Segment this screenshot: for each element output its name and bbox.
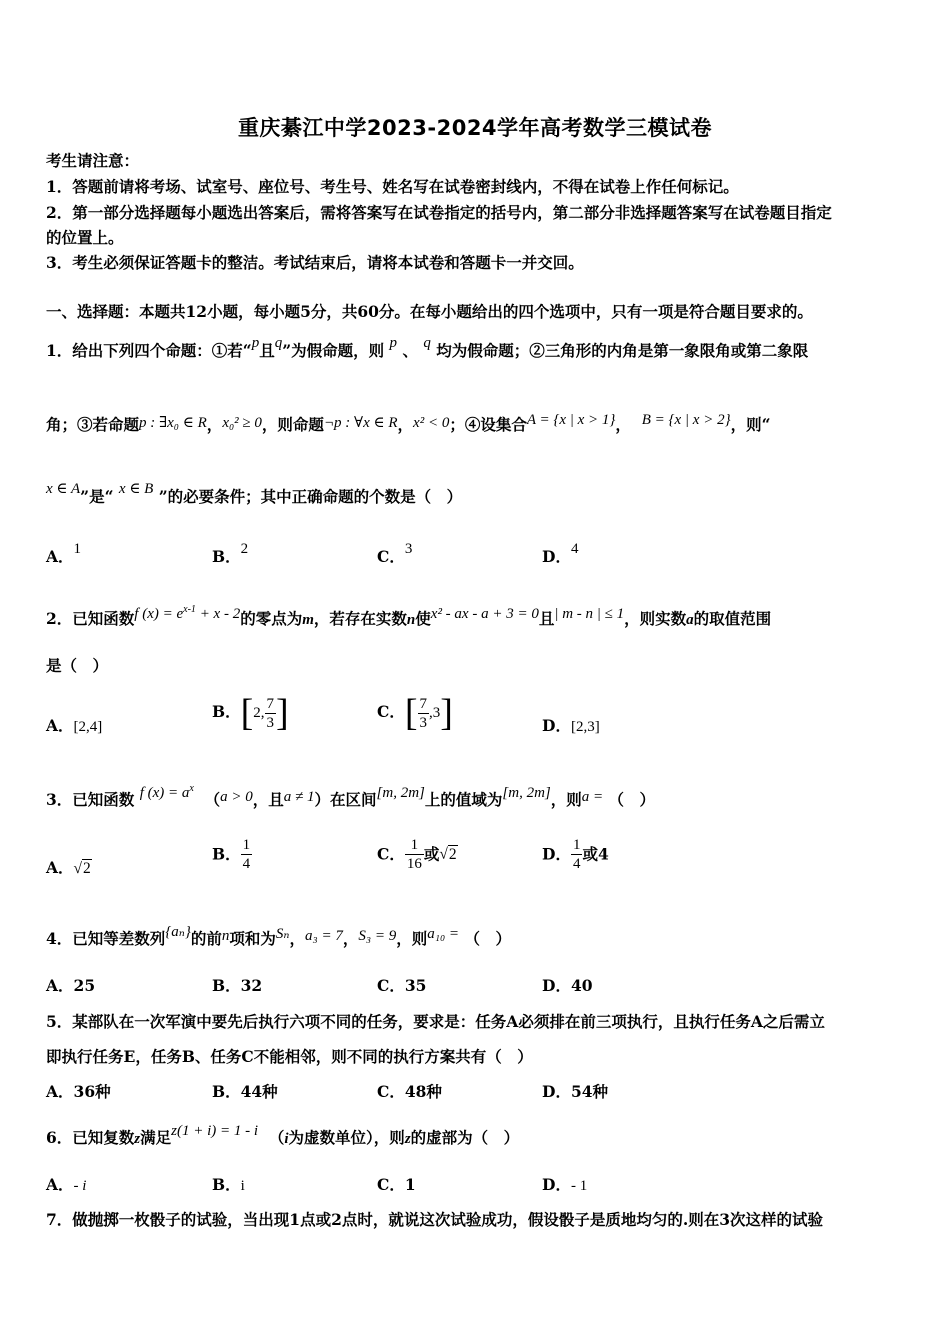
q6-line1: 6．已知复数z满足z(1 + i) = 1 - i （i为虚数单位），则z的虚部为（ ）	[46, 1123, 520, 1147]
q3-option-d[interactable]: D． $\frac{1}{4}$ 或4	[542, 837, 609, 872]
page-title: 重庆綦江中学2023-2024学年高考数学三模试卷	[237, 116, 713, 140]
q6-option-b[interactable]: B．i	[212, 1175, 245, 1194]
q5-line1: 5．某部队在一次军演中要先后执行六项不同的任务，要求是：任务A必须排在前三项执行，且执行任务A之后需立	[46, 1012, 825, 1031]
q2-line1: 2．已知函数f $(x) = e^{x-1} + x - 2$的零点为m，若存在实数n使x² - ax - a + 3 = 0且| m - n | ≤ 1，则实数a的取值范围	[46, 604, 772, 628]
q5-line2: 即执行任务E，任务B、任务C不能相邻，则不同的执行方案共有（ ）	[46, 1047, 533, 1066]
notice-item-3: 3．考生必须保证答题卡的整洁。考试结束后，请将本试卷和答题卡一并交回。	[46, 253, 584, 272]
q1-line3: x ∈ A”是“ x ∈ B ”的必要条件；其中正确命题的个数是（ ）	[46, 481, 463, 506]
q4-option-d[interactable]: D．40	[542, 976, 593, 995]
q1-option-b[interactable]: B．2	[212, 541, 249, 566]
q2-option-d[interactable]: D．[2,3]	[542, 716, 600, 735]
q6-option-c[interactable]: C．1	[377, 1175, 416, 1194]
q3-option-b[interactable]: B． $\frac{1}{4}$	[212, 837, 251, 872]
q5-option-a[interactable]: A．36种	[46, 1082, 111, 1101]
q1-line2: 角；③若命题p : ∃x₀ ∈ R，x₀² ≥ 0，则命题¬p : ∀x ∈ R，x² < 0；④设集合A = {x | x > 1}， B = {x | x > 2}，则“	[46, 412, 771, 434]
q5-option-b[interactable]: B．44种	[212, 1082, 278, 1101]
section-heading: 一、选择题：本题共12小题，每小题5分，共60分。在每小题给出的四个选项中，只有一项是符合题目要求的。	[46, 302, 813, 321]
q3-option-a[interactable]: A．√2	[46, 858, 91, 877]
q1-line1: 1．给出下列四个命题：①若“p且q”为假命题，则 p 、 q 均为假命题；②三角形的内角是第一象限角或第二象限	[46, 335, 809, 360]
q5-option-c[interactable]: C．48种	[377, 1082, 442, 1101]
q1-option-d[interactable]: D．4	[542, 541, 579, 566]
q5-option-d[interactable]: D．54种	[542, 1082, 609, 1101]
q4-line1: 4．已知等差数列{aₙ}的前n项和为Sₙ，a₃ = 7，S₃ = 9，则a₁₀ = （ ）	[46, 924, 511, 948]
q4-option-a[interactable]: A．25	[46, 976, 96, 995]
notice-item-1: 1．答题前请将考场、试室号、座位号、考生号、姓名写在试卷密封线内，不得在试卷上作任何标记。	[46, 177, 739, 196]
q2-option-a[interactable]: A．[2,4]	[46, 716, 103, 735]
q1-option-a[interactable]: A．1	[46, 541, 82, 566]
q1-option-c[interactable]: C．3	[377, 541, 413, 566]
q2-option-c[interactable]: C．[ $\frac{7}{3}$ ,3]	[377, 692, 453, 734]
notice-heading: 考生请注意：	[46, 151, 140, 170]
q6-option-d[interactable]: D．- 1	[542, 1175, 588, 1194]
q3-option-c[interactable]: C． $\frac{1}{16}$ 或√2	[377, 837, 457, 872]
q4-option-c[interactable]: C．35	[377, 976, 427, 995]
q2-line2: 是（ ）	[46, 656, 109, 675]
q4-option-b[interactable]: B．32	[212, 976, 263, 995]
notice-item-2-cont: 的位置上。	[46, 228, 124, 247]
q3-line1: 3．已知函数 f $(x) = a^x$ （a > 0，且a ≠ 1）在区间[m, 2m]上的值域为[m, 2m]，则a = （ ）	[46, 783, 656, 809]
q7-line1: 7．做抛掷一枚骰子的试验，当出现1点或2点时，就说这次试验成功，假设骰子是质地均匀的.则在3次这样的试验	[46, 1210, 824, 1229]
q6-option-a[interactable]: A．- i	[46, 1175, 87, 1194]
q2-option-b[interactable]: B．[2, $\frac{7}{3}$ ]	[212, 692, 289, 734]
notice-item-2: 2．第一部分选择题每小题选出答案后，需将答案写在试卷指定的括号内，第二部分非选择题答案写在试卷题目指定	[46, 203, 832, 222]
